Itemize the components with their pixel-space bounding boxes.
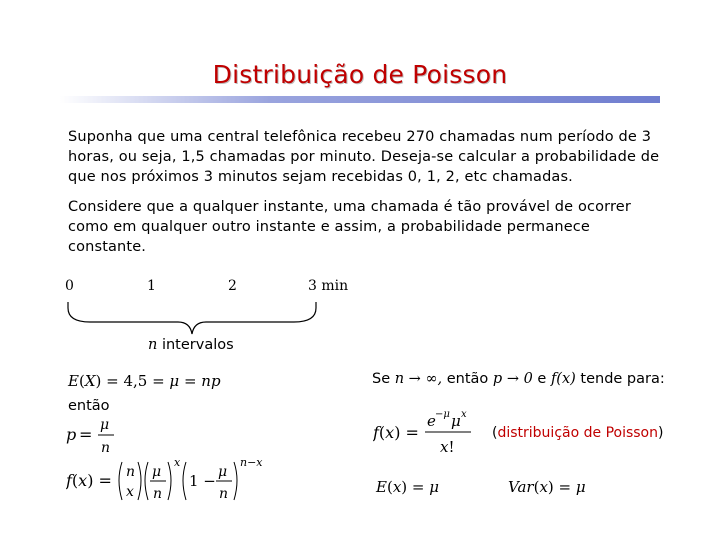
limit-n: n → ∞, (394, 371, 443, 387)
entao-right: então (446, 371, 489, 387)
page-title: Distribuição de Poisson (212, 60, 508, 89)
limit-statement (372, 371, 665, 387)
tende-label: tende para: (580, 371, 665, 387)
timeline-tick-2: 2 (228, 278, 237, 294)
note-poisson-label: distribuição de Poisson (497, 425, 658, 441)
svg-text:f(x) =: f(x) = (66, 471, 112, 490)
svg-text:n: n (101, 440, 111, 456)
paragraph-problem: Suponha que uma central telefônica recebeu 270 chamadas num período de 3 horas, ou seja, 1,5 chamadas por minuto. Deseja-se calcular a probabilidade de que nos próximos 3 minutos sejam recebidas 0, 1, 2, etc chamadas. (68, 129, 660, 185)
paragraph-assumption: Considere que a qualquer instante, uma chamada é tão provável de ocorrer como em qualquer outro instante e assim, a probabilidade permanece constante. (68, 199, 631, 255)
poisson-note (492, 425, 663, 441)
se-label: Se (372, 371, 391, 387)
svg-text:−μ: −μ (435, 409, 450, 420)
timeline-tick-3: 3 min (308, 278, 349, 294)
svg-text:x: x (174, 456, 181, 469)
p-equation (66, 414, 136, 458)
svg-text:=: = (79, 425, 93, 444)
title-underline-bar (60, 96, 660, 103)
svg-text:n: n (219, 486, 229, 502)
brace-variable: n (148, 337, 158, 353)
mean-equation: E(x) = μ (376, 478, 439, 496)
svg-text:n: n (126, 464, 136, 480)
timeline-tick-0: 0 (65, 278, 74, 294)
note-close-paren: ) (658, 425, 664, 441)
limit-p: p → 0 (492, 371, 533, 387)
brace-label-text: intervalos (161, 337, 234, 353)
svg-text:f(x) =: f(x) = (373, 423, 419, 442)
svg-text:μ: μ (218, 464, 228, 480)
svg-text:μ: μ (100, 417, 110, 433)
svg-text:1 −: 1 − (189, 472, 216, 490)
svg-text:n−x: n−x (240, 456, 263, 469)
entao-label: então (68, 398, 110, 414)
svg-text:x!: x! (440, 438, 455, 456)
svg-text:x: x (126, 484, 134, 500)
svg-text:μ: μ (451, 412, 461, 430)
svg-text:e: e (427, 412, 436, 430)
brace-label (148, 337, 234, 353)
svg-text:n: n (153, 486, 163, 502)
svg-text:μ: μ (152, 464, 162, 480)
curly-brace (60, 300, 330, 340)
fx-label: f(x) (550, 371, 576, 387)
variance-equation: Var(x) = μ (508, 478, 586, 496)
poisson-equation (373, 406, 483, 458)
timeline-tick-1: 1 (147, 278, 156, 294)
note-open-paren: ( (492, 425, 498, 441)
svg-text:p: p (66, 425, 77, 444)
svg-text:x: x (461, 409, 467, 420)
binomial-equation (66, 456, 276, 506)
e-label: e (537, 371, 547, 387)
expectation-equation: E(X) = 4,5 = μ = np (68, 372, 221, 390)
